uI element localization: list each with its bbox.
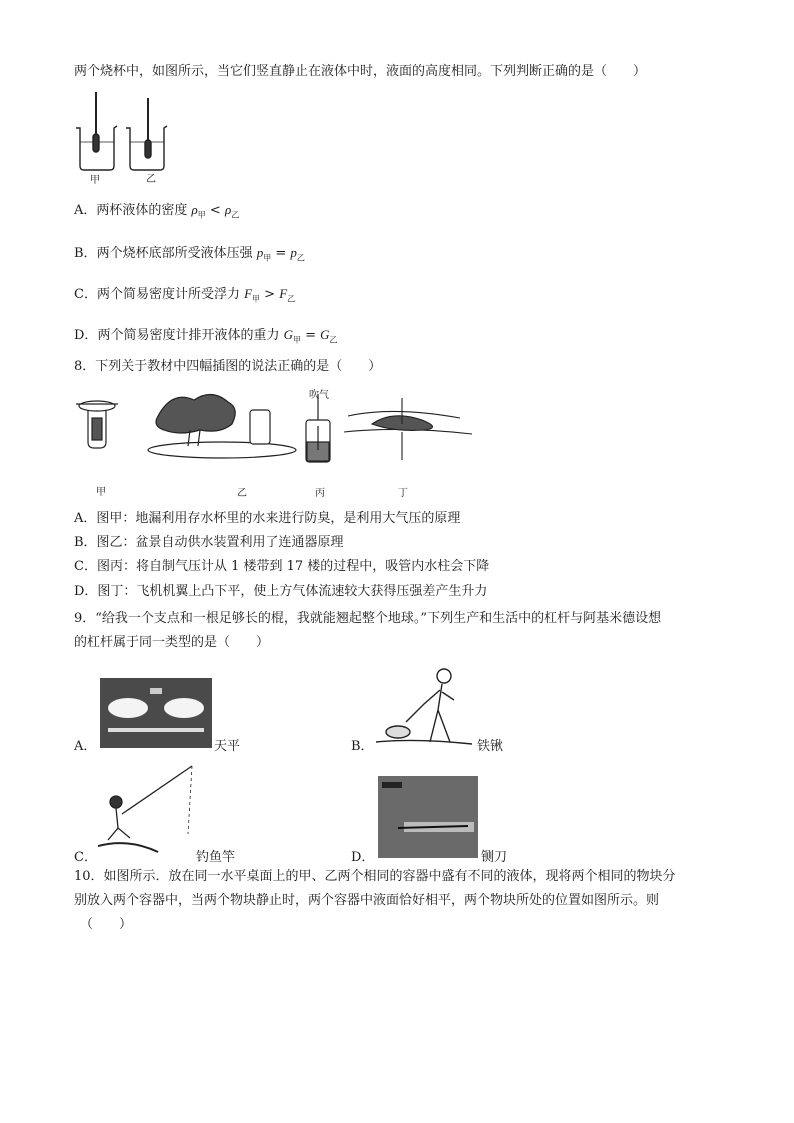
q10-line2: 别放入两个容器中，当两个物块静止时，两个容器中液面恰好相平，两个物块所处的位置如图所示。则 (74, 893, 660, 908)
beaker-yi (126, 98, 167, 170)
barometer-figure (306, 394, 330, 462)
q9-option-d-label: 铡刀 (481, 850, 508, 865)
q9-option-c-label: 钓鱼竿 (196, 850, 236, 865)
fig-label-jia-8: 甲 (96, 487, 106, 498)
q9-stem-line2: 的杠杆属于同一类型的是（ ） (74, 635, 270, 650)
q7-option-c: C．两个简易密度计所受浮力 $F_甲 > F_乙$ (74, 286, 296, 304)
q8-option-c: C．图丙：将自制气压计从 1 楼带到 17 楼的过程中，吸管内水柱会下降 (74, 559, 490, 574)
q8-option-d: D．图丁：飞机机翼上凸下平，使上方气体流速较大获得压强差产生升力 (74, 584, 488, 599)
q7-beakers-figure (70, 90, 180, 182)
q10-line1: 10．如图所示．放在同一水平桌面上的甲、乙两个相同的容器中盛有不同的液体，现将两个相同的物块分 (74, 869, 676, 884)
guillotine-cutter-image (378, 776, 478, 858)
fishing-rod-image (98, 764, 198, 860)
q8-option-b: B．图乙：盆景自动供水装置利用了连通器原理 (74, 535, 344, 550)
q7-option-d: D．两个简易密度计排开液体的重力 $G_甲 = G_乙$ (74, 327, 338, 345)
fig-label-ding-8: 丁 (398, 488, 408, 499)
fig-label-jia: 甲 (90, 175, 100, 186)
q9-stem-line1: 9．“给我一个支点和一根足够长的棍，我就能翘起整个地球。”下列生产和生活中的杠杆与阿基米德设想 (74, 611, 662, 626)
q9-option-b-letter: B． (351, 739, 374, 754)
fig-label-bing-8: 丙 (315, 488, 325, 499)
q9-option-a-letter: A． (74, 739, 97, 754)
q9-option-b-label: 铁锹 (477, 739, 504, 754)
q8-stem: 8．下列关于教材中四幅插图的说法正确的是（ ） (74, 359, 382, 374)
floor-drain-figure (76, 401, 118, 448)
q9-option-c-letter: C． (74, 850, 97, 865)
beaker-jia (76, 92, 117, 170)
bonsai-figure (148, 394, 296, 458)
q8-figures (72, 384, 492, 476)
q7-option-b: B．两个烧杯底部所受液体压强 $p_甲 = p_乙$ (74, 245, 305, 263)
q7-option-a: A．两杯液体的密度 $\rho_甲 < \rho_乙$ (74, 202, 240, 220)
fig-label-yi: 乙 (146, 174, 156, 185)
fig-label-yi-8: 乙 (237, 488, 247, 499)
q7-stem: 两个烧杯中，如图所示，当它们竖直静止在液体中时，液面的高度相同。下列判断正确的是（ ） (74, 64, 647, 79)
q9-option-a-label: 天平 (214, 739, 241, 754)
q10-line3: （ ） (80, 917, 133, 932)
q8-option-a: A．图甲：地漏利用存水杯里的水来进行防臭，是利用大气压的原理 (74, 511, 461, 526)
shovel-image (376, 664, 476, 748)
balance-scale-image (100, 678, 212, 748)
blow-label: 吹气 (309, 390, 329, 401)
q9-option-d-letter: D． (351, 850, 375, 865)
wing-figure (344, 398, 472, 460)
